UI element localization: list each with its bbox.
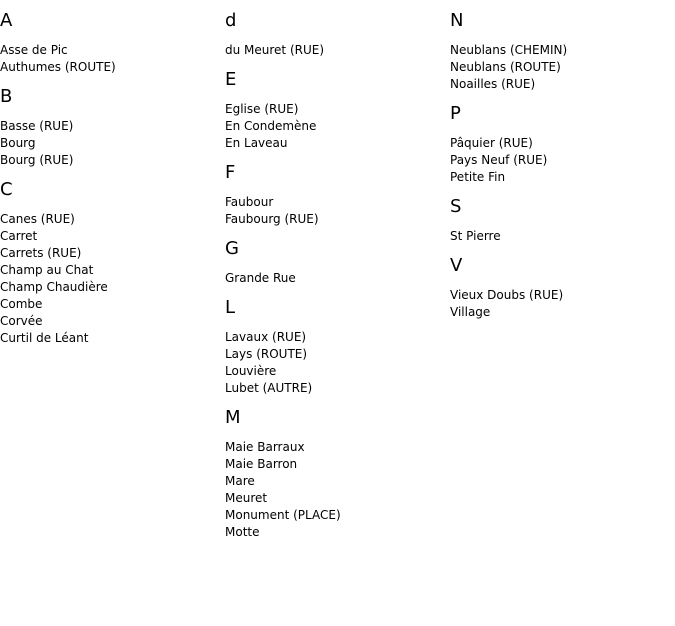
letter-group [0,10,220,76]
street-link[interactable]: Village [450,305,491,319]
street-list [225,270,445,287]
street-link[interactable]: Faubour [225,195,274,209]
street-list [225,42,445,59]
street-link[interactable]: Curtil de Léant [0,331,89,345]
street-link[interactable]: Meuret [225,491,268,505]
street-link[interactable]: Lavaux (RUE) [225,330,307,344]
letter-heading: V [450,255,463,276]
street-link[interactable]: St Pierre [450,229,501,243]
index-column [225,10,445,551]
street-list [225,329,445,397]
letter-group [225,238,445,287]
index-column [0,10,220,357]
street-link[interactable]: Eglise (RUE) [225,102,299,116]
index-column [450,10,670,331]
letter-group [450,255,670,321]
street-link[interactable]: Grande Rue [225,271,296,285]
street-link[interactable]: En Laveau [225,136,288,150]
letter-heading: S [450,196,462,217]
letter-heading: d [225,10,237,31]
street-list [0,118,220,169]
letter-heading: B [0,86,13,107]
letter-group [0,179,220,347]
street-link[interactable]: Neublans (CHEMIN) [450,43,568,57]
street-link[interactable]: Mare [225,474,255,488]
letter-heading: N [450,10,464,31]
letter-group [450,103,670,186]
street-link[interactable]: Neublans (ROUTE) [450,60,561,74]
street-link[interactable]: Noailles (RUE) [450,77,536,91]
street-link[interactable]: Vieux Doubs (RUE) [450,288,564,302]
street-link[interactable]: Pays Neuf (RUE) [450,153,548,167]
letter-heading: C [0,179,13,200]
street-link[interactable]: Lubet (AUTRE) [225,381,313,395]
letter-heading: A [0,10,13,31]
street-list [0,211,220,347]
street-link[interactable]: Lays (ROUTE) [225,347,308,361]
street-link[interactable]: Champ au Chat [0,263,94,277]
street-link[interactable]: Bourg (RUE) [0,153,74,167]
street-link[interactable]: Carret [0,229,38,243]
street-link[interactable]: du Meuret (RUE) [225,43,325,57]
letter-group [225,297,445,397]
street-list [225,101,445,152]
street-list [450,287,670,321]
street-link[interactable]: Motte [225,525,260,539]
street-link[interactable]: Louvière [225,364,277,378]
letter-group [450,196,670,245]
letter-heading: L [225,297,236,318]
street-link[interactable]: Authumes (ROUTE) [0,60,116,74]
street-link[interactable]: Carrets (RUE) [0,246,82,260]
letter-group [225,69,445,152]
street-link[interactable]: Champ Chaudière [0,280,108,294]
letter-heading: M [225,407,241,428]
street-link[interactable]: Monument (PLACE) [225,508,341,522]
street-link[interactable]: En Condemène [225,119,317,133]
letter-heading: G [225,238,239,259]
street-link[interactable]: Asse de Pic [0,43,68,57]
letter-heading: P [450,103,461,124]
street-link[interactable]: Combe [0,297,43,311]
street-link[interactable]: Bourg [0,136,36,150]
street-link[interactable]: Basse (RUE) [0,119,74,133]
street-link[interactable]: Faubourg (RUE) [225,212,319,226]
letter-group [225,162,445,228]
street-link[interactable]: Corvée [0,314,43,328]
street-list [0,42,220,76]
street-list [450,228,670,245]
letter-group [450,10,670,93]
street-link[interactable]: Petite Fin [450,170,506,184]
letter-group [0,86,220,169]
letter-group [225,407,445,541]
letter-group [225,10,445,59]
street-list [225,439,445,541]
street-link[interactable]: Maie Barron [225,457,298,471]
street-list [450,42,670,93]
street-link[interactable]: Maie Barraux [225,440,305,454]
street-list [225,194,445,228]
letter-heading: E [225,69,237,90]
street-link[interactable]: Canes (RUE) [0,212,75,226]
street-list [450,135,670,186]
street-link[interactable]: Pâquier (RUE) [450,136,533,150]
letter-heading: F [225,162,236,183]
